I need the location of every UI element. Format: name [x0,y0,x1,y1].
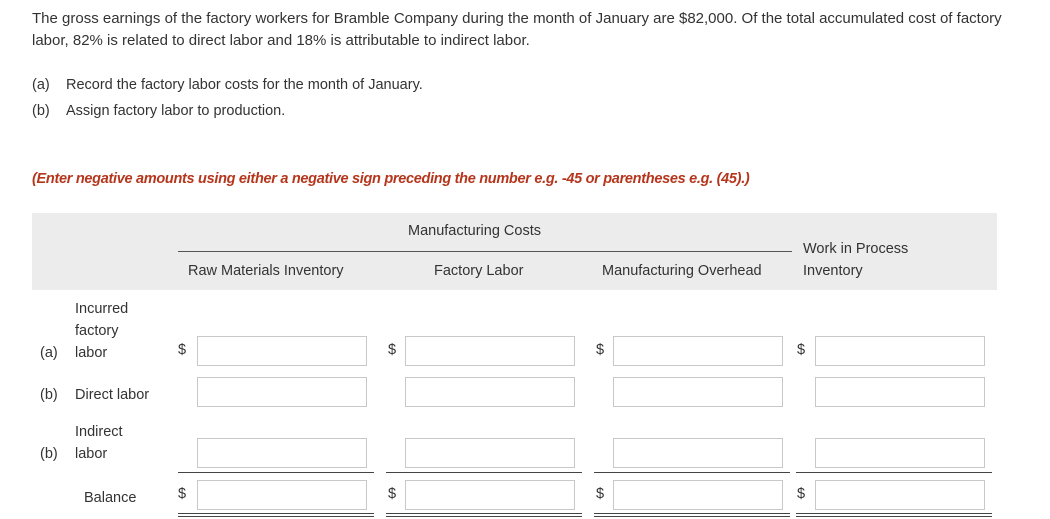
row-incurred-prefix: (a) [40,345,58,361]
col-wip-header-line1: Work in Process [803,241,909,257]
row-incurred-label-3: labor [75,345,108,361]
currency-symbol: $ [797,342,806,358]
currency-symbol: $ [388,342,397,358]
row-incurred-label-1: Incurred [75,301,129,317]
total-rule [594,472,790,473]
currency-symbol: $ [797,486,806,502]
part-a-label: (a) [32,77,50,93]
direct-factory-labor-input[interactable] [405,377,575,407]
total-rule [796,472,992,473]
double-rule [594,516,790,517]
double-rule [796,513,992,514]
total-rule [386,472,582,473]
total-rule [178,472,374,473]
row-direct-prefix: (b) [40,387,58,403]
incurred-factory-labor-input[interactable] [405,336,575,366]
currency-symbol: $ [388,486,397,502]
problem-statement: The gross earnings of the factory workers for Bramble Company during the month of January are $82,000. Of the total accumulated cost of factory labor, 82% is related to direct labor and 18% is attributable to indirect labor. [32,10,1002,49]
col-factory-labor-header: Factory Labor [434,263,524,279]
indirect-factory-labor-input[interactable] [405,438,575,468]
col-manufacturing-overhead-header: Manufacturing Overhead [602,263,762,279]
part-b-text: Assign factory labor to production. [66,103,286,119]
balance-overhead-input[interactable] [613,480,783,510]
direct-wip-input[interactable] [815,377,985,407]
col-wip-header-line2: Inventory [803,263,863,279]
manufacturing-costs-header: Manufacturing Costs [408,223,541,239]
row-incurred-label-2: factory [75,323,119,339]
incurred-overhead-input[interactable] [613,336,783,366]
incurred-raw-materials-input[interactable] [197,336,367,366]
row-indirect-label-1: Indirect [75,424,123,440]
currency-symbol: $ [596,342,605,358]
header-underline [178,251,792,252]
incurred-wip-input[interactable] [815,336,985,366]
double-rule [178,513,374,514]
double-rule [178,516,374,517]
negative-amount-note: (Enter negative amounts using either a negative sign preceding the number e.g. -45 or parentheses e.g. (45).) [32,171,750,187]
part-a-instruction [32,77,423,93]
row-direct-label: Direct labor [75,387,150,403]
currency-symbol: $ [178,486,187,502]
row-indirect-label-2: labor [75,446,108,462]
part-b-instruction [32,103,285,119]
double-rule [386,513,582,514]
indirect-raw-materials-input[interactable] [197,438,367,468]
part-b-label: (b) [32,103,50,119]
balance-factory-labor-input[interactable] [405,480,575,510]
part-a-text: Record the factory labor costs for the month of January. [66,77,423,93]
col-raw-materials-header: Raw Materials Inventory [188,263,344,279]
balance-wip-input[interactable] [815,480,985,510]
currency-symbol: $ [596,486,605,502]
double-rule [386,516,582,517]
row-indirect-prefix: (b) [40,446,58,462]
direct-overhead-input[interactable] [613,377,783,407]
currency-symbol: $ [178,342,187,358]
row-balance-label: Balance [84,490,137,506]
balance-raw-materials-input[interactable] [197,480,367,510]
direct-raw-materials-input[interactable] [197,377,367,407]
indirect-wip-input[interactable] [815,438,985,468]
indirect-overhead-input[interactable] [613,438,783,468]
double-rule [594,513,790,514]
double-rule [796,516,992,517]
